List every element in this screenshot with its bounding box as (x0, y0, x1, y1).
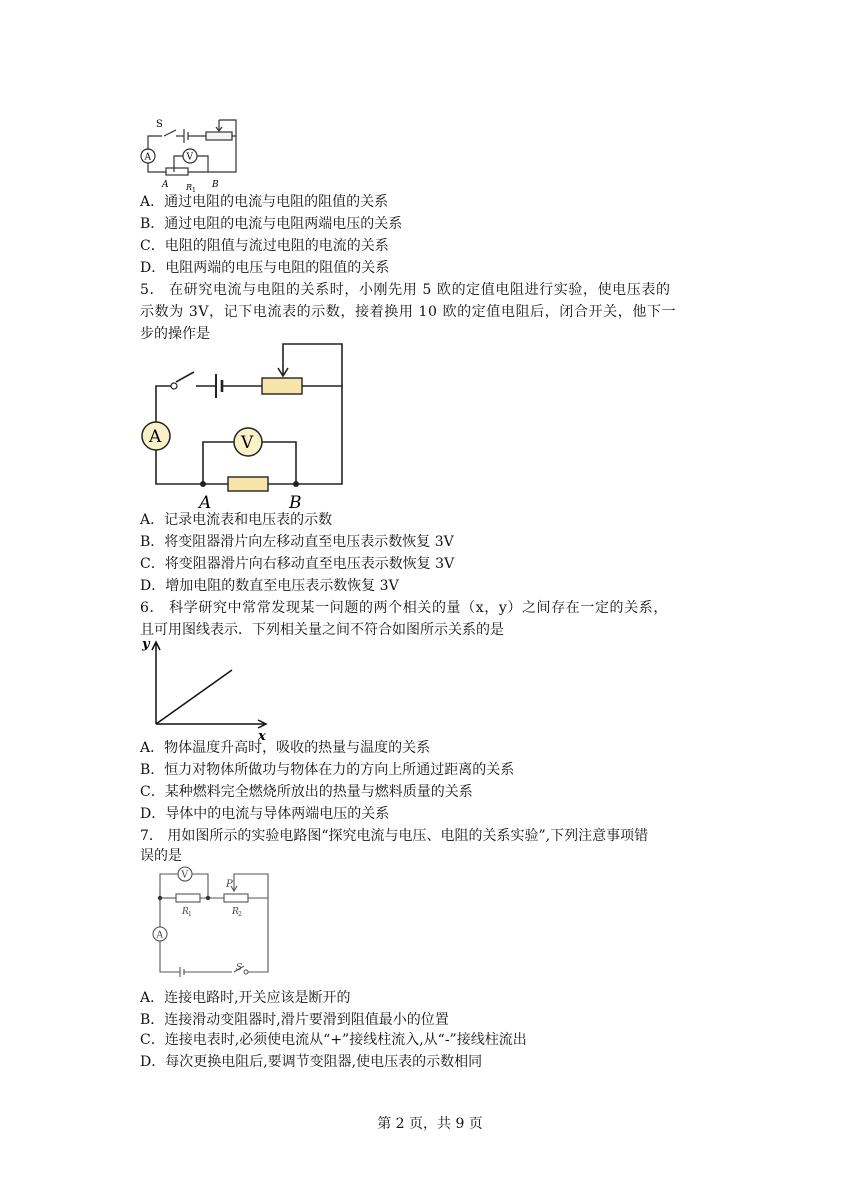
q5-ammeter-label: A (149, 427, 162, 447)
q5-rheostat (262, 378, 302, 394)
q7-r2-label: R (232, 907, 239, 917)
q7-voltmeter-label: V (181, 870, 188, 881)
q5-node-a (200, 481, 206, 487)
q7-r2-subscript: 2 (238, 911, 242, 918)
q4-option-d: D．电阻两端的电压与电阻的阻值的关系 (140, 260, 390, 276)
page-footer: 第 2 页，共 9 页 (377, 1116, 483, 1132)
q4-switch-label: S (156, 119, 163, 130)
q7-circuit-figure (150, 864, 274, 980)
q4-option-b: B．通过电阻的电流与电阻两端电压的关系 (140, 216, 403, 232)
q5-node-b (293, 481, 299, 487)
q7-ammeter-label: A (156, 930, 163, 941)
q6-proportional-line (156, 670, 232, 724)
q7-switch-label: S (236, 963, 243, 973)
q5-stem-line-3: 步的操作是 (140, 326, 210, 342)
q7-stem-line-2: 误的是 (140, 848, 182, 864)
q7-option-d: D．每次更换电阻后,要调节变阻器,使电压表的示数相同 (140, 1054, 483, 1070)
q6-stem-line-2: 且可用图线表示．下列相关量之间不符合如图所示关系的是 (140, 622, 504, 638)
q7-node-left (158, 896, 162, 900)
q7-node-right (206, 896, 210, 900)
q6-option-a: A．物体温度升高时，吸收的热量与温度的关系 (140, 740, 431, 756)
q4-circuit-figure (136, 116, 246, 194)
q5-switch-dot (171, 383, 177, 389)
q5-voltmeter-label: V (241, 433, 254, 453)
q7-r1-subscript: 1 (188, 911, 192, 918)
q4-point-a-label: A (162, 180, 169, 190)
q6-option-b: B．恒力对物体所做功与物体在力的方向上所通过距离的关系 (140, 762, 515, 778)
q4-resistor-subscript: 1 (192, 187, 196, 194)
q5-stem-line-2: 示数为 3V，记下电流表的示数，接着换用 10 欧的定值电阻后，闭合开关，他下一 (140, 304, 677, 320)
q7-stem-line-1: 7． 用如图所示的实验电路图“探究电流与电压、电阻的关系实验”,下列注意事项错 (140, 828, 649, 844)
q7-option-a: A．连接电路时,开关应该是断开的 (140, 990, 351, 1006)
q5-point-b-label: B (289, 493, 302, 510)
q6-option-c: C．某种燃料完全燃烧所放出的热量与燃料质量的关系 (140, 784, 473, 800)
q4-ammeter-label: A (144, 152, 151, 163)
q6-graph-figure (140, 636, 274, 742)
q5-resistor (228, 477, 268, 491)
q4-option-a: A．通过电阻的电流与电阻的阻值的关系 (140, 194, 389, 210)
q4-voltmeter-label: V (186, 152, 193, 163)
q5-point-a-label: A (199, 493, 212, 510)
q4-resistor-label: R (186, 183, 193, 192)
q7-option-c: C．连接电表时,必须使电流从“+”接线柱流入,从“-”接线柱流出 (140, 1032, 527, 1048)
q5-circuit-figure (136, 338, 350, 510)
q7-slider-label: P (226, 879, 233, 890)
q5-option-b: B．将变阻器滑片向左移动直至电压表示数恢复 3V (140, 534, 454, 550)
q4-option-c: C．电阻的阻值与流过电阻的电流的关系 (140, 238, 389, 254)
q5-option-c: C．将变阻器滑片向右移动直至电压表示数恢复 3V (140, 556, 455, 572)
q5-stem-line-1: 5． 在研究电流与电阻的关系时，小刚先用 5 欧的定值电阻进行实验，使电压表的 (140, 282, 671, 298)
q6-x-axis-label: x (258, 729, 266, 742)
q5-option-d: D．增加电阻的数直至电压表示数恢复 3V (140, 578, 399, 594)
q6-y-axis-label: y (142, 637, 150, 652)
q6-option-d: D．导体中的电流与导体两端电压的关系 (140, 806, 390, 822)
q7-r1-label: R (182, 907, 189, 917)
q6-stem-line-1: 6． 科学研究中常常发现某一问题的两个相关的量（x，y）之间存在一定的关系， (140, 600, 668, 616)
q7-switch-dot (244, 970, 248, 974)
q7-option-b: B．连接滑动变阻器时,滑片要滑到阻值最小的位置 (140, 1012, 449, 1028)
q5-option-a: A．记录电流表和电压表的示数 (140, 512, 333, 528)
q4-point-b-label: B (212, 180, 219, 190)
